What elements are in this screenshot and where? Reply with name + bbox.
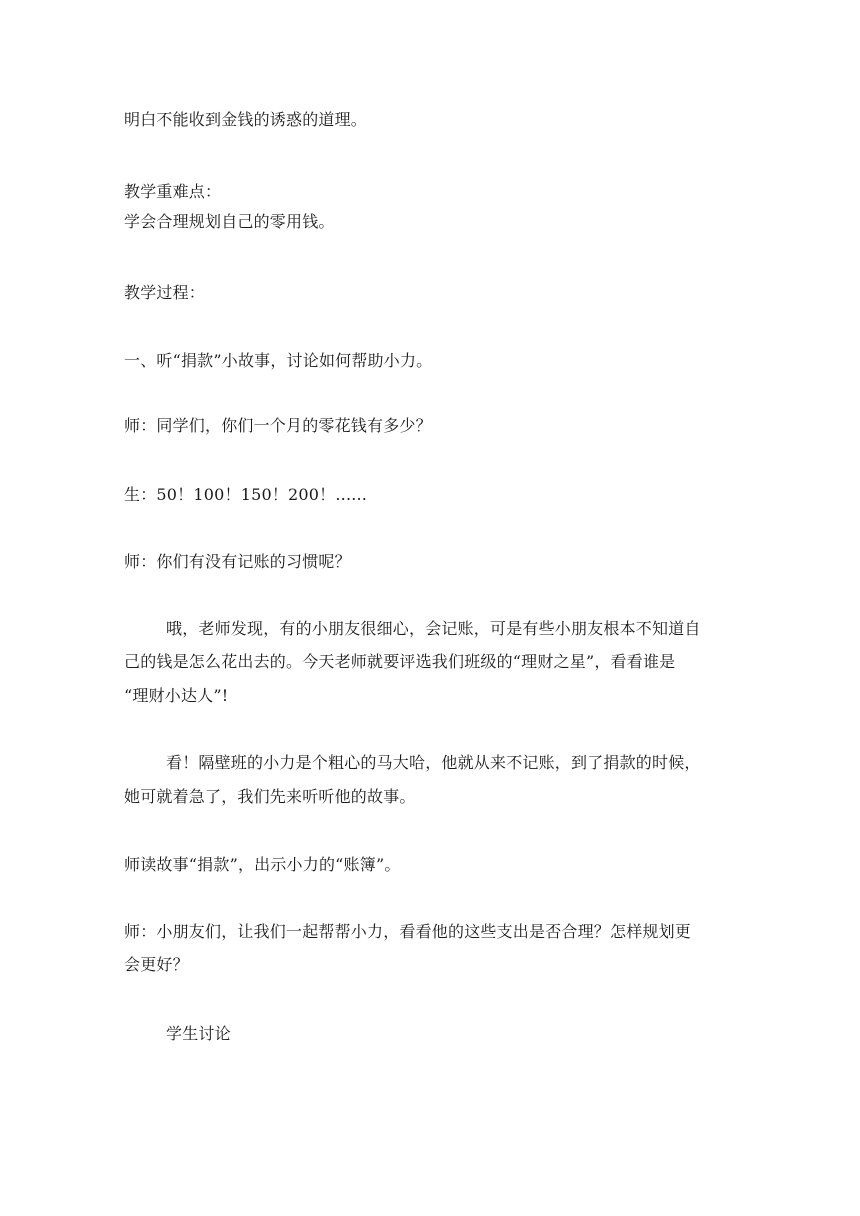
- paragraph-2-line-1: 看！隔壁班的小力是个粗心的马大哈，他就从来不记账，到了捐款的时候，: [166, 753, 701, 772]
- dialogue-teacher-3-line-1: 师：小朋友们，让我们一起帮帮小力，看看他的这些支出是否合理？怎样规划更: [124, 922, 692, 941]
- paragraph-1-line-3: “理财小达人”!: [124, 686, 229, 705]
- dialogue-teacher-2: 师：你们有没有记账的习惯呢？: [124, 552, 351, 571]
- paragraph-2-line-2: 她可就着急了，我们先来听听他的故事。: [124, 787, 416, 806]
- dialogue-teacher-3-line-2: 会更好？: [124, 955, 189, 974]
- key-difficulties-text: 学会合理规划自己的零用钱。: [124, 212, 335, 231]
- story-reading-line: 师读故事“捐款”，出示小力的“账簿”。: [124, 855, 401, 874]
- paragraph-1-line-2: 己的钱是怎么花出去的。今天老师就要评选我们班级的“理财之星”，看看谁是: [124, 652, 676, 671]
- paragraph-1-line-1: 哦，老师发现，有的小朋友很细心，会记账，可是有些小朋友根本不知道自: [166, 619, 701, 638]
- objective-line: 明白不能收到金钱的诱惑的道理。: [124, 110, 368, 129]
- section-one-title: 一、听“捐款”小故事，讨论如何帮助小力。: [124, 351, 433, 370]
- dialogue-student-1: 生：50！100！150！200！......: [124, 485, 368, 504]
- dialogue-teacher-1: 师：同学们，你们一个月的零花钱有多少？: [124, 416, 432, 435]
- student-discussion: 学生讨论: [166, 1024, 231, 1043]
- heading-key-difficulties: 教学重难点：: [124, 182, 222, 201]
- heading-teaching-process: 教学过程：: [124, 283, 206, 302]
